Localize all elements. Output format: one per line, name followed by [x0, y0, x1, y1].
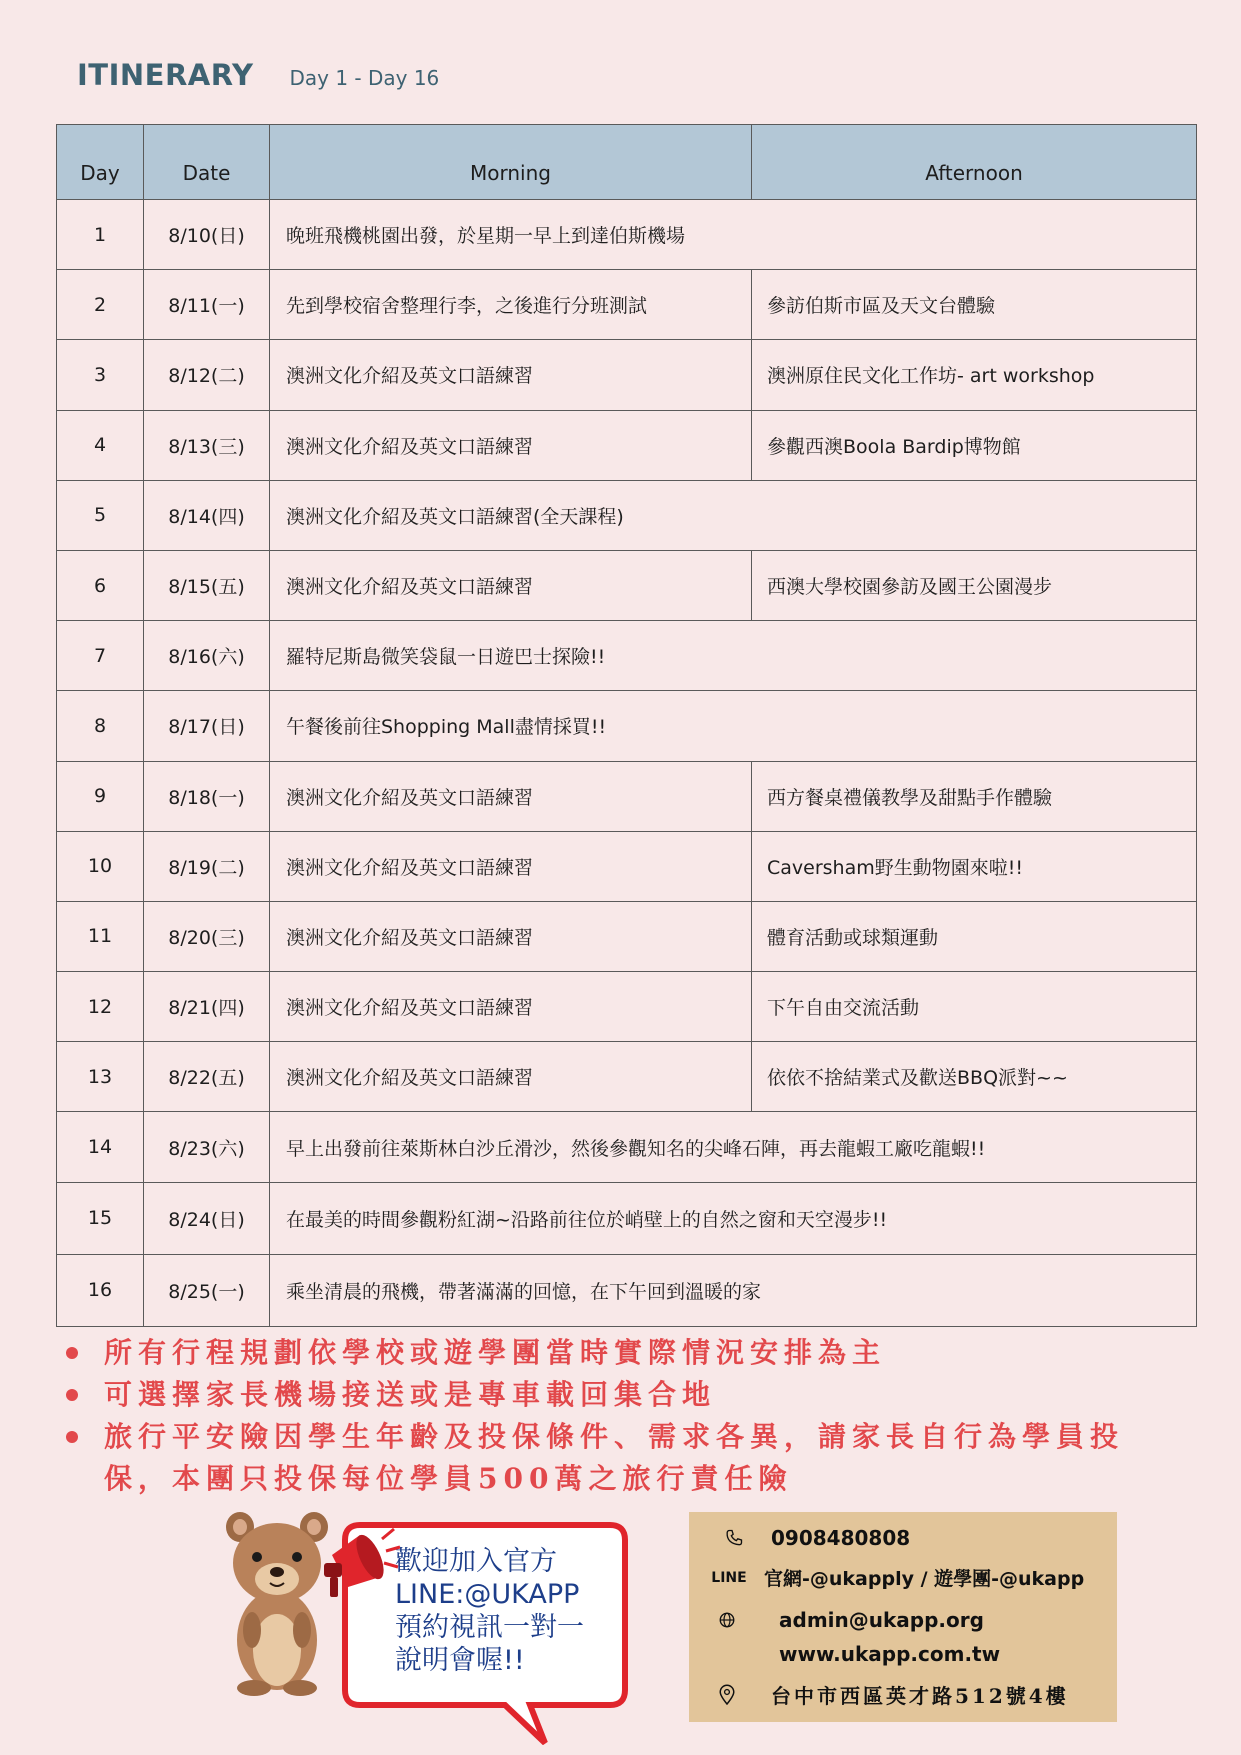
morning-cell: 澳洲文化介紹及英文口語練習	[270, 761, 752, 831]
contact-address-row	[689, 1680, 1069, 1709]
contact-phone: 0908480808	[771, 1526, 911, 1550]
notes-list	[66, 1332, 1186, 1500]
day-cell: 14	[57, 1112, 144, 1182]
date-cell: 8/24(日)	[144, 1182, 270, 1254]
date-cell: 8/15(五)	[144, 550, 270, 620]
morning-cell: 澳洲文化介紹及英文口語練習	[270, 410, 752, 480]
table-row	[57, 1254, 1197, 1326]
column-header-date: Date	[144, 125, 270, 200]
note-item	[66, 1374, 1186, 1416]
activity-cell-full-day: 在最美的時間參觀粉紅湖~沿路前往位於峭壁上的自然之窗和天空漫步!!	[270, 1182, 1197, 1254]
afternoon-cell: 參觀西澳Boola Bardip博物館	[752, 410, 1197, 480]
day-cell: 11	[57, 901, 144, 971]
morning-cell: 澳洲文化介紹及英文口語練習	[270, 901, 752, 971]
table-row	[57, 270, 1197, 340]
date-cell: 8/10(日)	[144, 200, 270, 270]
date-cell: 8/14(四)	[144, 480, 270, 550]
contact-address: 台中市西區英才路512號4樓	[771, 1684, 1069, 1708]
day-cell: 10	[57, 831, 144, 901]
itinerary-table	[56, 124, 1197, 1327]
note-item	[66, 1332, 1186, 1374]
contact-email-row	[689, 1608, 984, 1632]
column-header-day: Day	[57, 125, 144, 200]
contact-phone-row	[689, 1526, 910, 1550]
afternoon-cell: 澳洲原住民文化工作坊- art workshop	[752, 340, 1197, 410]
day-cell: 3	[57, 340, 144, 410]
date-cell: 8/23(六)	[144, 1112, 270, 1182]
day-cell: 16	[57, 1254, 144, 1326]
table-row	[57, 831, 1197, 901]
page-title: ITINERARY	[77, 58, 254, 92]
contact-card	[689, 1512, 1117, 1722]
activity-cell-full-day: 乘坐清晨的飛機，帶著滿滿的回憶，在下午回到溫暖的家	[270, 1254, 1197, 1326]
note-text: 可選擇家長機場接送或是專車載回集合地	[104, 1378, 717, 1411]
day-cell: 9	[57, 761, 144, 831]
activity-cell-full-day: 澳洲文化介紹及英文口語練習(全天課程)	[270, 480, 1197, 550]
contact-email: admin@ukapp.org	[779, 1608, 984, 1632]
morning-cell: 澳洲文化介紹及英文口語練習	[270, 1042, 752, 1112]
afternoon-cell: 下午自由交流活動	[752, 972, 1197, 1042]
location-pin-icon	[689, 1684, 765, 1706]
page-header	[77, 58, 439, 92]
note-text: 旅行平安險因學生年齡及投保條件、需求各異，請家長自行為學員投保，本團只投保每位學員500萬之旅行責任險	[104, 1420, 1125, 1495]
bubble-line: 預約視訊一對一	[395, 1612, 584, 1643]
table-row	[57, 410, 1197, 480]
activity-cell-full-day: 午餐後前往Shopping Mall盡情採買!!	[270, 691, 1197, 761]
day-cell: 13	[57, 1042, 144, 1112]
bubble-line: 說明會喔!!	[395, 1645, 525, 1676]
phone-icon	[689, 1528, 779, 1548]
table-row	[57, 972, 1197, 1042]
day-cell: 7	[57, 621, 144, 691]
table-row	[57, 621, 1197, 691]
activity-cell-full-day: 早上出發前往萊斯林白沙丘滑沙，然後參觀知名的尖峰石陣，再去龍蝦工廠吃龍蝦!!	[270, 1112, 1197, 1182]
afternoon-cell: Caversham野生動物園來啦!!	[752, 831, 1197, 901]
bubble-line: 歡迎加入官方	[395, 1546, 557, 1577]
table-row	[57, 480, 1197, 550]
date-cell: 8/11(一)	[144, 270, 270, 340]
table-row	[57, 761, 1197, 831]
page-subtitle: Day 1 - Day 16	[289, 66, 440, 90]
morning-cell: 澳洲文化介紹及英文口語練習	[270, 831, 752, 901]
afternoon-cell: 參訪伯斯市區及天文台體驗	[752, 270, 1197, 340]
table-header-row	[57, 125, 1197, 200]
date-cell: 8/17(日)	[144, 691, 270, 761]
table-row	[57, 200, 1197, 270]
day-cell: 1	[57, 200, 144, 270]
day-cell: 4	[57, 410, 144, 480]
table-row	[57, 550, 1197, 620]
afternoon-cell: 體育活動或球類運動	[752, 901, 1197, 971]
day-cell: 5	[57, 480, 144, 550]
bullet-icon	[66, 1347, 78, 1359]
day-cell: 6	[57, 550, 144, 620]
contact-line-ids: 官網-@ukapply / 遊學團-@ukapp	[764, 1568, 1085, 1590]
morning-cell: 先到學校宿舍整理行李，之後進行分班測試	[270, 270, 752, 340]
afternoon-cell: 西方餐桌禮儀教學及甜點手作體驗	[752, 761, 1197, 831]
bubble-line-line: LINE:@UKAPP	[395, 1579, 580, 1610]
date-cell: 8/13(三)	[144, 410, 270, 480]
table-row	[57, 1182, 1197, 1254]
note-item	[66, 1416, 1186, 1500]
table-row	[57, 691, 1197, 761]
afternoon-cell: 依依不捨結業式及歡送BBQ派對~~	[752, 1042, 1197, 1112]
bullet-icon	[66, 1431, 78, 1443]
morning-cell: 澳洲文化介紹及英文口語練習	[270, 340, 752, 410]
activity-cell-full-day: 羅特尼斯島微笑袋鼠一日遊巴士探險!!	[270, 621, 1197, 691]
morning-cell: 澳洲文化介紹及英文口語練習	[270, 550, 752, 620]
contact-website-row[interactable]	[779, 1642, 1000, 1666]
date-cell: 8/21(四)	[144, 972, 270, 1042]
bullet-icon	[66, 1389, 78, 1401]
globe-icon	[689, 1611, 765, 1629]
day-cell: 8	[57, 691, 144, 761]
day-cell: 2	[57, 270, 144, 340]
date-cell: 8/19(二)	[144, 831, 270, 901]
date-cell: 8/22(五)	[144, 1042, 270, 1112]
column-header-morning: Morning	[270, 125, 752, 200]
day-cell: 12	[57, 972, 144, 1042]
table-row	[57, 1112, 1197, 1182]
date-cell: 8/18(一)	[144, 761, 270, 831]
column-header-afternoon: Afternoon	[752, 125, 1197, 200]
morning-cell: 澳洲文化介紹及英文口語練習	[270, 972, 752, 1042]
afternoon-cell: 西澳大學校園參訪及國王公園漫步	[752, 550, 1197, 620]
date-cell: 8/20(三)	[144, 901, 270, 971]
table-row	[57, 340, 1197, 410]
table-body	[57, 200, 1197, 1327]
contact-website[interactable]: www.ukapp.com.tw	[779, 1642, 1001, 1666]
date-cell: 8/12(二)	[144, 340, 270, 410]
activity-cell-full-day: 晚班飛機桃園出發，於星期一早上到達伯斯機場	[270, 200, 1197, 270]
date-cell: 8/25(一)	[144, 1254, 270, 1326]
line-label: LINE	[711, 1569, 747, 1586]
day-cell: 15	[57, 1182, 144, 1254]
date-cell: 8/16(六)	[144, 621, 270, 691]
table-row	[57, 1042, 1197, 1112]
table-row	[57, 901, 1197, 971]
note-text: 所有行程規劃依學校或遊學團當時實際情況安排為主	[104, 1336, 887, 1369]
contact-line-row	[689, 1564, 1084, 1591]
bubble-text	[395, 1545, 625, 1677]
